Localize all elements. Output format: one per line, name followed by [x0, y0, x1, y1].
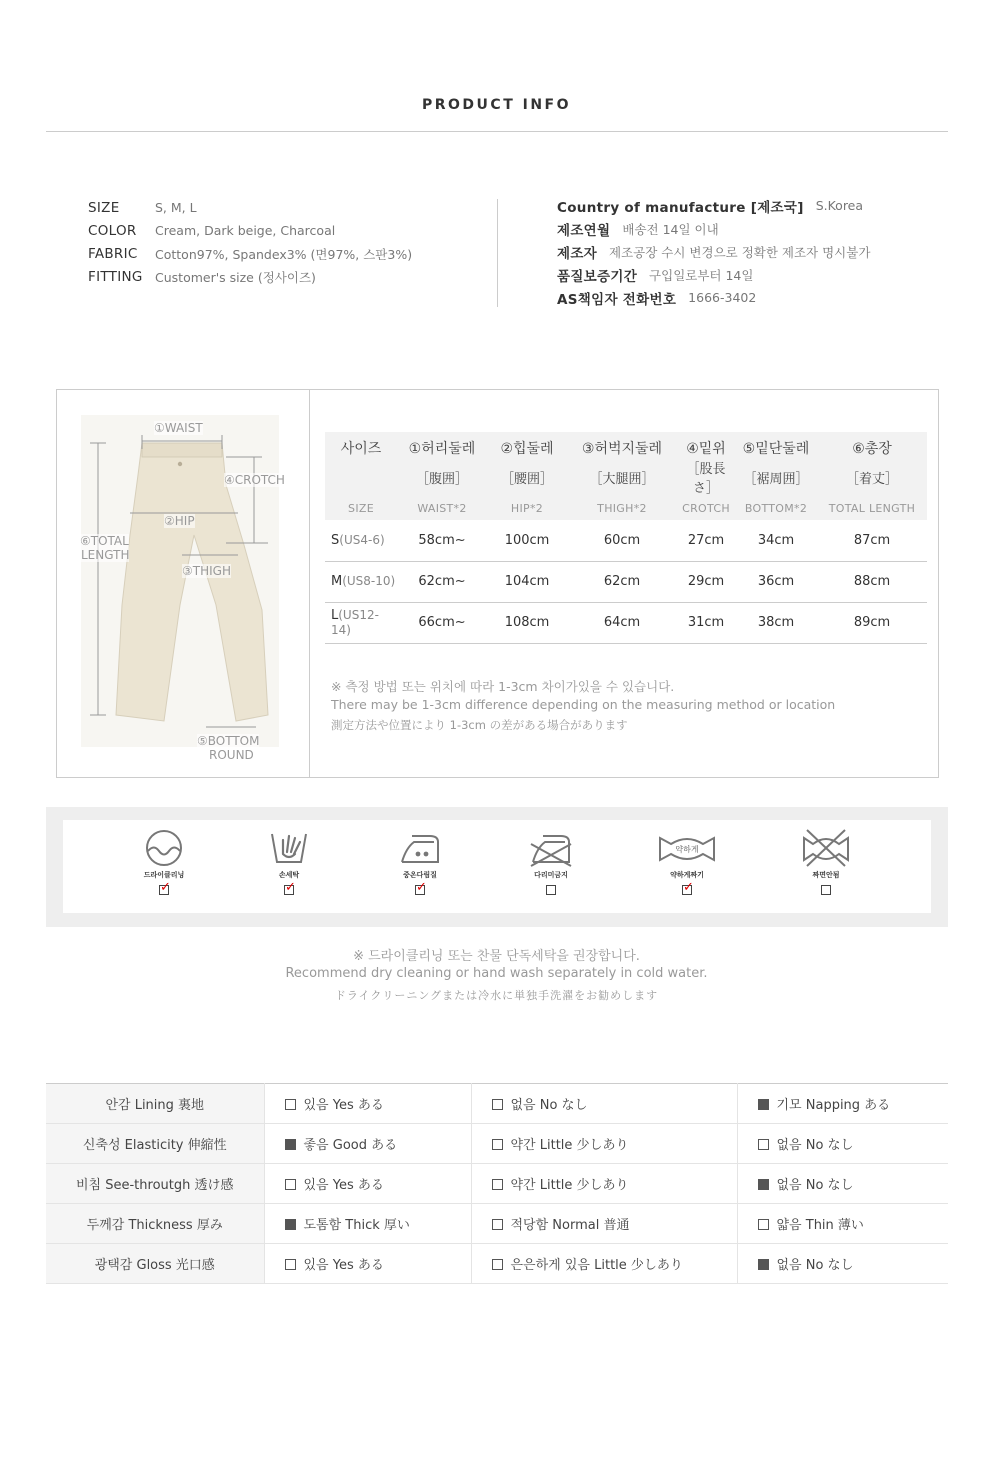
fabric-option [737, 1124, 948, 1164]
info-row-manufacturer [557, 240, 870, 263]
col-header: SIZE [348, 501, 374, 515]
care-label: 손세탁 [278, 871, 300, 879]
table-row [325, 602, 927, 643]
fabric-option [264, 1124, 471, 1164]
bottom-round-label-1: ⑤BOTTOM [197, 734, 260, 748]
no-wring-icon [801, 828, 851, 868]
table-cell: 29cm [677, 561, 735, 602]
iron-medium-icon [398, 828, 442, 868]
size-cell [325, 561, 397, 602]
page-title: PRODUCT INFO [421, 97, 572, 113]
table-row [325, 561, 927, 602]
size-letter: M [331, 574, 343, 589]
option-label: 좋음 Good ある [303, 1138, 398, 1153]
bottom-round-label-2: ROUND [209, 748, 254, 762]
care-note-en: Recommend dry cleaning or hand wash separately in cold water. [285, 966, 708, 981]
size-letter: L [331, 607, 339, 623]
option-checkbox [492, 1179, 503, 1190]
header-row-ko [325, 432, 927, 458]
fabric-option [737, 1084, 948, 1124]
info-row-manufacture-date [557, 217, 870, 240]
pants-diagram [76, 415, 296, 765]
col-header: ［大腿囲］ [589, 471, 655, 487]
info-value: S.Korea [815, 198, 864, 213]
size-us: (US8-10) [342, 574, 396, 588]
hip-label: ②HIP [164, 514, 195, 528]
size-us: (US12-14) [331, 607, 379, 637]
table-row [46, 1204, 948, 1244]
care-checkbox [159, 885, 169, 895]
col-header: ④밑위 [686, 441, 726, 457]
option-label: 있음 Yes ある [303, 1258, 384, 1273]
col-header: ③허벅지둘레 [581, 441, 663, 457]
table-cell: 62cm~ [397, 561, 487, 602]
option-checkbox [492, 1139, 503, 1150]
col-header: ［股長さ］ [686, 462, 726, 496]
option-label: 약간 Little 少しあり [510, 1138, 629, 1153]
no-iron-icon [529, 828, 573, 868]
care-checkbox [415, 885, 425, 895]
care-no-wring [791, 828, 861, 899]
fabric-option [471, 1084, 737, 1124]
table-cell: 58cm~ [397, 520, 487, 561]
crotch-label: ④CROTCH [224, 473, 285, 487]
fabric-option [471, 1204, 737, 1244]
option-checkbox [758, 1179, 769, 1190]
col-header: ②힙둘레 [500, 441, 554, 457]
size-cell [325, 520, 397, 561]
col-header: BOTTOM*2 [744, 501, 808, 515]
fabric-option [264, 1084, 471, 1124]
care-checkbox [821, 885, 831, 895]
info-key: COLOR [88, 222, 137, 239]
title-divider [46, 131, 948, 132]
info-value: 배송전 14일 이내 [622, 221, 719, 237]
care-checkbox [546, 885, 556, 895]
option-checkbox [492, 1219, 503, 1230]
col-header: TOTAL LENGTH [828, 501, 916, 515]
col-header: WAIST*2 [417, 501, 467, 515]
option-checkbox [285, 1219, 296, 1230]
table-cell: 88cm [817, 561, 927, 602]
info-left [88, 196, 412, 288]
info-value: 제조공장 수시 변경으로 정확한 제조자 명시불가 [609, 244, 871, 260]
option-label: 있음 Yes ある [303, 1178, 384, 1193]
info-divider [497, 199, 498, 307]
fabric-table [46, 1083, 948, 1284]
care-dry-clean [129, 828, 199, 899]
wring-gently-icon [657, 828, 717, 868]
col-header: ［着丈］ [845, 471, 898, 487]
total-length-label-2: LENGTH [81, 548, 130, 562]
header-row-ja [325, 458, 927, 496]
fabric-option [471, 1244, 737, 1284]
col-header [325, 458, 397, 496]
fabric-option [471, 1164, 737, 1204]
col-header: ［裾周囲］ [743, 471, 809, 487]
fabric-attr: 광택감 Gloss 光口感 [46, 1244, 264, 1284]
col-header: ［腰囲］ [500, 471, 553, 487]
option-label: 기모 Napping ある [776, 1098, 891, 1113]
care-hand-wash [254, 828, 324, 899]
table-cell: 38cm [735, 602, 817, 643]
option-label: 도톰함 Thick 厚い [303, 1218, 410, 1233]
fabric-option [737, 1204, 948, 1244]
table-cell: 87cm [817, 520, 927, 561]
col-header: HIP*2 [510, 501, 544, 515]
table-cell: 31cm [677, 602, 735, 643]
table-cell: 36cm [735, 561, 817, 602]
care-label: 다리미금지 [534, 871, 568, 879]
option-label: 은은하게 있음 Little 少しあり [510, 1258, 683, 1273]
table-cell: 64cm [567, 602, 677, 643]
option-checkbox [285, 1099, 296, 1110]
care-label: 중온다림질 [403, 871, 437, 879]
waist-label: ①WAIST [154, 421, 203, 435]
col-header: ［腹囲］ [415, 471, 468, 487]
option-label: 없음 No なし [776, 1138, 854, 1153]
option-checkbox [492, 1259, 503, 1270]
care-label: 드라이클리닝 [143, 871, 185, 879]
option-label: 약간 Little 少しあり [510, 1178, 629, 1193]
col-header: 사이즈 [340, 441, 382, 457]
info-right [557, 194, 870, 309]
size-chart-split [309, 389, 310, 778]
info-key: 제조연월 [557, 222, 611, 239]
option-checkbox [758, 1259, 769, 1270]
table-cell: 62cm [567, 561, 677, 602]
option-label: 없음 No なし [510, 1098, 588, 1113]
info-key: SIZE [88, 199, 120, 216]
care-note-ko: ※ 드라이클리닝 또는 찬물 단독세탁을 권장합니다. [353, 949, 640, 964]
header-row-en [325, 496, 927, 520]
fabric-option [737, 1244, 948, 1284]
pants-illustration [76, 415, 296, 765]
fabric-option [737, 1164, 948, 1204]
info-value: Cream, Dark beige, Charcoal [155, 223, 336, 238]
col-header: ⑤밑단둘레 [742, 441, 810, 457]
col-header: ⑥총장 [852, 441, 892, 457]
table-cell: 100cm [487, 520, 567, 561]
wring-icon-text: 약하게 [675, 845, 699, 854]
measure-note-ja: 測定方法や位置により 1-3cm の差がある場合があります [331, 718, 628, 732]
table-row [46, 1244, 948, 1284]
table-cell: 89cm [817, 602, 927, 643]
option-checkbox [285, 1179, 296, 1190]
info-row-fabric [88, 242, 412, 265]
info-row-size [88, 196, 412, 219]
info-key: AS책임자 전화번호 [557, 291, 677, 308]
info-value: 구입일로부터 14일 [649, 267, 754, 283]
option-checkbox [758, 1139, 769, 1150]
info-row-fitting [88, 265, 412, 288]
care-label: 짜면안됨 [812, 871, 840, 879]
fabric-option [471, 1124, 737, 1164]
info-row-country [557, 194, 870, 217]
info-row-warranty [557, 263, 870, 286]
size-cell [325, 602, 397, 643]
care-wring-gently [652, 828, 722, 899]
info-value: Customer's size (정사이즈) [155, 269, 316, 285]
care-no-iron [516, 828, 586, 899]
table-cell: 108cm [487, 602, 567, 643]
hand-wash-icon [269, 828, 309, 868]
care-iron-medium [385, 828, 455, 899]
option-label: 적당함 Normal 普通 [510, 1218, 630, 1233]
size-letter: S [331, 532, 340, 548]
info-row-as-phone [557, 286, 870, 309]
fabric-option [264, 1164, 471, 1204]
fabric-attr: 신축성 Elasticity 伸縮性 [46, 1124, 264, 1164]
dry-clean-icon [144, 828, 184, 868]
thigh-label: ③THIGH [182, 564, 231, 578]
table-cell: 66cm~ [397, 602, 487, 643]
col-header: ①허리둘레 [408, 441, 476, 457]
measure-note-en: There may be 1-3cm difference depending on the measuring method or location [331, 697, 836, 712]
option-label: 있음 Yes ある [303, 1098, 384, 1113]
total-length-label-1: ⑥TOTAL [80, 534, 129, 548]
option-checkbox [285, 1259, 296, 1270]
info-row-color [88, 219, 412, 242]
care-checkbox [682, 885, 692, 895]
info-key: 제조자 [557, 245, 598, 262]
info-key: 품질보증기간 [557, 268, 638, 285]
table-cell: 60cm [567, 520, 677, 561]
care-note-ja: ドライクリーニングまたは冷水に単独手洗濯をお勧めします [334, 989, 659, 1002]
col-header: CROTCH [682, 501, 730, 515]
option-checkbox [285, 1139, 296, 1150]
fabric-attr: 비침 See-throutgh 透け感 [46, 1164, 264, 1204]
fabric-option [264, 1204, 471, 1244]
table-row [46, 1084, 948, 1124]
fabric-option [264, 1244, 471, 1284]
info-key: FITTING [88, 268, 143, 285]
measure-note-ko: ※ 측정 방법 또는 위치에 따라 1-3cm 차이가있을 수 있습니다. [331, 679, 675, 694]
info-key: Country of manufacture [제조국] [557, 199, 804, 216]
option-checkbox [758, 1099, 769, 1110]
option-label: 없음 No なし [776, 1258, 854, 1273]
table-cell: 104cm [487, 561, 567, 602]
table-cell: 34cm [735, 520, 817, 561]
info-key: FABRIC [88, 245, 138, 262]
size-us: (US4-6) [339, 532, 385, 547]
care-label: 약하게짜기 [670, 871, 704, 879]
info-value: S, M, L [155, 200, 197, 215]
table-row [325, 520, 927, 561]
option-label: 없음 No なし [776, 1178, 854, 1193]
table-row [46, 1124, 948, 1164]
fabric-attr: 안감 Lining 裏地 [46, 1084, 264, 1124]
info-value: 1666-3402 [688, 290, 757, 305]
option-label: 얇음 Thin 薄い [776, 1218, 864, 1233]
fabric-attr: 두께감 Thickness 厚み [46, 1204, 264, 1244]
care-checkbox [284, 885, 294, 895]
table-row [46, 1164, 948, 1204]
col-header: THIGH*2 [597, 501, 647, 515]
option-checkbox [492, 1099, 503, 1110]
option-checkbox [758, 1219, 769, 1230]
info-value: Cotton97%, Spandex3% (면97%, 스판3%) [155, 246, 413, 262]
size-table [325, 432, 927, 644]
table-cell: 27cm [677, 520, 735, 561]
